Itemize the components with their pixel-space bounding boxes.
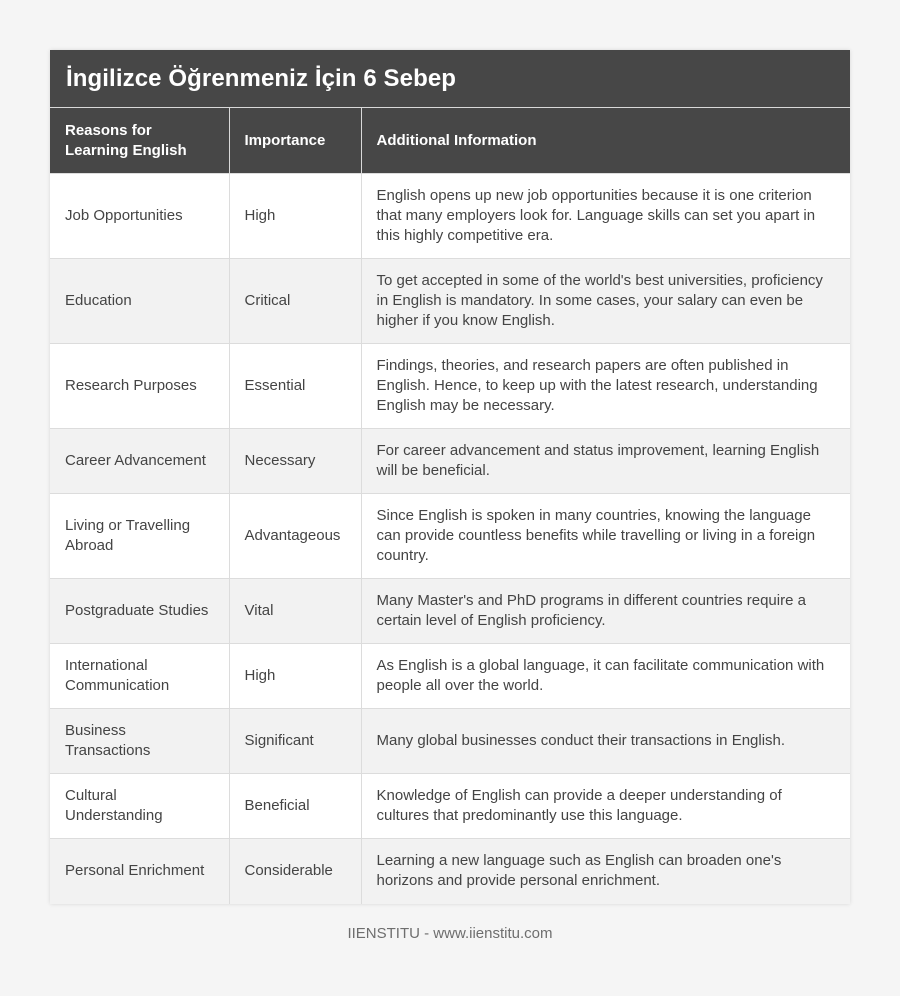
cell-importance: High: [229, 174, 361, 259]
cell-importance: Significant: [229, 709, 361, 774]
title-bar: [50, 50, 850, 108]
table-row: [50, 579, 850, 644]
column-header-info: Additional Information: [361, 108, 850, 174]
cell-info: English opens up new job opportunities because it is one criterion that many employers look for. Language skills can set you apart in this highly competitive era.: [361, 174, 850, 259]
cell-reason: International Communication: [50, 644, 229, 709]
cell-info: Many global businesses conduct their transactions in English.: [361, 709, 850, 774]
cell-info: Learning a new language such as English can broaden one's horizons and provide personal enrichment.: [361, 839, 850, 904]
cell-importance: Essential: [229, 344, 361, 429]
cell-info: To get accepted in some of the world's best universities, proficiency in English is mandatory. In some cases, your salary can even be higher if you know English.: [361, 259, 850, 344]
column-header-reason: Reasons for Learning English: [50, 108, 229, 174]
cell-importance: Critical: [229, 259, 361, 344]
reasons-table: [50, 108, 850, 904]
page-title: İngilizce Öğrenmeniz İçin 6 Sebep: [66, 64, 457, 92]
cell-reason: Career Advancement: [50, 429, 229, 494]
cell-reason: Job Opportunities: [50, 174, 229, 259]
cell-importance: Advantageous: [229, 494, 361, 579]
table-row: [50, 839, 850, 904]
table-card: [50, 50, 850, 904]
table-row: [50, 644, 850, 709]
table-row: [50, 494, 850, 579]
cell-reason: Business Transactions: [50, 709, 229, 774]
cell-importance: High: [229, 644, 361, 709]
table-row: [50, 259, 850, 344]
cell-importance: Necessary: [229, 429, 361, 494]
column-header-importance: Importance: [229, 108, 361, 174]
table-row: [50, 174, 850, 259]
table-row: [50, 774, 850, 839]
footer-credit: IIENSTITU - www.iienstitu.com: [347, 925, 553, 942]
cell-info: Findings, theories, and research papers are often published in English. Hence, to keep up with the latest research, understanding English may be necessary.: [361, 344, 850, 429]
cell-reason: Education: [50, 259, 229, 344]
table-row: [50, 709, 850, 774]
cell-info: As English is a global language, it can facilitate communication with people all over the world.: [361, 644, 850, 709]
cell-info: Many Master's and PhD programs in different countries require a certain level of English proficiency.: [361, 579, 850, 644]
cell-reason: Cultural Understanding: [50, 774, 229, 839]
cell-info: For career advancement and status improvement, learning English will be beneficial.: [361, 429, 850, 494]
cell-reason: Research Purposes: [50, 344, 229, 429]
cell-info: Since English is spoken in many countries, knowing the language can provide countless benefits while travelling or living in a foreign country.: [361, 494, 850, 579]
cell-reason: Personal Enrichment: [50, 839, 229, 904]
table-row: [50, 344, 850, 429]
table-row: [50, 429, 850, 494]
table-header-row: [50, 108, 850, 174]
cell-reason: Living or Travelling Abroad: [50, 494, 229, 579]
cell-importance: Considerable: [229, 839, 361, 904]
cell-importance: Beneficial: [229, 774, 361, 839]
cell-info: Knowledge of English can provide a deeper understanding of cultures that predominantly use this language.: [361, 774, 850, 839]
cell-importance: Vital: [229, 579, 361, 644]
cell-reason: Postgraduate Studies: [50, 579, 229, 644]
